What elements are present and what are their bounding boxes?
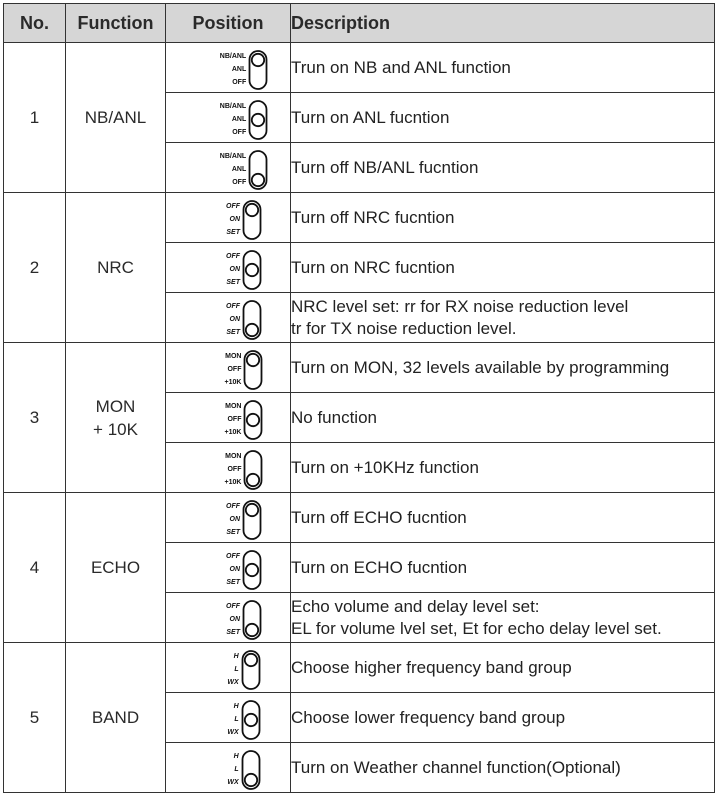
switch-knob: [246, 264, 258, 276]
switch-label: NB/ANL: [219, 153, 247, 161]
switch-diagram: [226, 550, 262, 590]
switch-knob: [246, 624, 258, 636]
switch-position: [166, 543, 291, 593]
switch-position: [166, 693, 291, 743]
switch-labels: [225, 400, 242, 439]
description-line: Choose lower frequency band group: [291, 707, 566, 727]
switch-position: [166, 493, 291, 543]
switch-position: [166, 743, 291, 793]
switch-label: ON: [229, 216, 240, 224]
function-name: [66, 193, 166, 343]
description-line: Turn on MON, 32 levels available by programming: [291, 357, 670, 377]
description: [291, 243, 715, 293]
description-line: Trun on NB and ANL function: [291, 57, 511, 77]
switch-label: L: [234, 766, 239, 774]
slide-switch-icon: [242, 300, 262, 340]
switch-diagram: [227, 750, 260, 790]
switch-knob: [247, 414, 259, 426]
switch-label: ON: [229, 316, 240, 324]
description: [291, 493, 715, 543]
description: [291, 193, 715, 243]
switch-knob: [244, 774, 256, 786]
slide-switch-icon: [243, 450, 263, 490]
description: [291, 743, 715, 793]
switch-labels: [226, 550, 240, 589]
header-function: Function: [66, 4, 166, 43]
switch-label: SET: [226, 279, 240, 287]
switch-labels: [220, 100, 246, 139]
row-number: 4: [4, 493, 66, 643]
switch-labels: [227, 750, 238, 789]
description-line: Turn off NB/ANL fucntion: [291, 157, 479, 177]
function-name: [66, 493, 166, 643]
switch-label: OFF: [227, 366, 242, 374]
switch-label: OFF: [227, 466, 242, 474]
slide-switch-icon: [243, 400, 263, 440]
switch-diagram: [225, 450, 264, 490]
switch-labels: [226, 300, 240, 339]
description: [291, 93, 715, 143]
slide-switch-icon: [248, 50, 268, 90]
switch-labels: [225, 350, 242, 389]
switch-position: [166, 293, 291, 343]
switch-diagram: [226, 250, 262, 290]
function-name-line: BAND: [91, 708, 140, 727]
switch-label: +10K: [224, 379, 242, 387]
switch-knob: [244, 714, 256, 726]
header-no: No.: [4, 4, 66, 43]
switch-diagram: [227, 700, 260, 740]
function-name-line: NB/ANL: [84, 108, 147, 127]
switch-position: [166, 343, 291, 393]
description: [291, 443, 715, 493]
description-line: Choose higher frequency band group: [291, 657, 572, 677]
switch-knob: [246, 204, 258, 216]
table-row: [4, 343, 715, 393]
switch-knob: [244, 654, 256, 666]
switch-position: [166, 143, 291, 193]
switch-label: ON: [229, 516, 240, 524]
switch-label: NB/ANL: [219, 103, 247, 111]
switch-knob: [252, 114, 264, 126]
switch-knob: [247, 354, 259, 366]
switch-knob: [252, 174, 264, 186]
description-line: EL for volume lvel set, Et for echo delay level set.: [291, 618, 662, 638]
slide-switch-icon: [242, 550, 262, 590]
description: [291, 543, 715, 593]
switch-knob: [247, 474, 259, 486]
table-row: [4, 643, 715, 693]
switch-labels: [220, 50, 246, 89]
switch-label: OFF: [226, 503, 240, 511]
switch-label: H: [233, 653, 239, 661]
description: [291, 593, 715, 643]
slide-switch-icon: [242, 250, 262, 290]
description: [291, 393, 715, 443]
switch-labels: [227, 650, 238, 689]
switch-label: L: [234, 666, 239, 674]
switch-diagram: [226, 600, 262, 640]
description-line: Turn on Weather channel function(Optional): [291, 757, 621, 777]
table-body: [4, 43, 715, 793]
switch-labels: [220, 150, 246, 189]
switch-label: ON: [229, 566, 240, 574]
function-name-line: MON: [95, 396, 136, 416]
description-line: NRC level set: rr for RX noise reduction level: [291, 296, 629, 316]
switch-label: WX: [227, 779, 239, 787]
switch-label: ANL: [231, 166, 247, 174]
slide-switch-icon: [241, 750, 261, 790]
switch-position: [166, 243, 291, 293]
switch-label: SET: [226, 529, 240, 537]
switch-label: SET: [226, 229, 240, 237]
row-number: 1: [4, 43, 66, 193]
switch-label: WX: [227, 679, 239, 687]
switch-diagram: [226, 300, 262, 340]
function-name-line: NRC: [97, 258, 134, 277]
switch-label: L: [234, 716, 239, 724]
switch-labels: [226, 200, 240, 239]
switch-labels: [225, 450, 242, 489]
slide-switch-icon: [248, 100, 268, 140]
switch-diagram: [220, 50, 268, 90]
description-line: Echo volume and delay level set:: [291, 596, 540, 616]
switch-knob: [252, 54, 264, 66]
description-line: No function: [291, 407, 377, 427]
description: [291, 643, 715, 693]
description-line: Turn on +10KHz function: [291, 457, 479, 477]
slide-switch-icon: [248, 150, 268, 190]
switch-knob: [246, 324, 258, 336]
switch-diagram: [225, 350, 264, 390]
row-number: 3: [4, 343, 66, 493]
description: [291, 693, 715, 743]
switch-label: MON: [225, 353, 242, 361]
switch-diagram: [226, 500, 262, 540]
switch-label: OFF: [226, 253, 240, 261]
switch-label: OFF: [232, 129, 247, 137]
description-line: Turn on ANL fucntion: [291, 107, 450, 127]
description: [291, 143, 715, 193]
slide-switch-icon: [242, 200, 262, 240]
switch-label: ON: [229, 616, 240, 624]
switch-label: ON: [229, 266, 240, 274]
slide-switch-icon: [243, 350, 263, 390]
switch-label: ANL: [231, 116, 247, 124]
switch-position: [166, 93, 291, 143]
switch-knob: [246, 504, 258, 516]
switch-label: H: [233, 703, 239, 711]
switch-label: NB/ANL: [219, 53, 247, 61]
switch-position: [166, 443, 291, 493]
header-description: Description: [291, 4, 715, 43]
slide-switch-icon: [242, 500, 262, 540]
switch-label: OFF: [226, 303, 240, 311]
switch-position: [166, 43, 291, 93]
table-row: [4, 493, 715, 543]
header-position: Position: [166, 4, 291, 43]
switch-label: MON: [225, 453, 242, 461]
switch-label: OFF: [226, 553, 240, 561]
function-name-line: + 10K: [93, 419, 138, 439]
switch-label: SET: [226, 329, 240, 337]
function-name: [66, 343, 166, 493]
switch-label: +10K: [224, 429, 242, 437]
description-line: tr for TX noise reduction level.: [291, 318, 517, 338]
switch-diagram: [220, 150, 268, 190]
switch-label: OFF: [232, 179, 247, 187]
switch-label: OFF: [226, 603, 240, 611]
switch-position: [166, 393, 291, 443]
switch-labels: [227, 700, 238, 739]
switch-knob: [246, 564, 258, 576]
description: [291, 343, 715, 393]
switch-label: SET: [226, 629, 240, 637]
slide-switch-icon: [242, 600, 262, 640]
switch-label: H: [233, 753, 239, 761]
switch-label: OFF: [232, 79, 247, 87]
switch-label: SET: [226, 579, 240, 587]
row-number: 5: [4, 643, 66, 793]
switch-diagram: [225, 400, 264, 440]
switch-label: ANL: [231, 66, 247, 74]
function-table: [3, 3, 715, 793]
description-line: Turn on ECHO fucntion: [291, 557, 468, 577]
slide-switch-icon: [241, 650, 261, 690]
switch-position: [166, 643, 291, 693]
switch-label: MON: [225, 403, 242, 411]
switch-label: OFF: [227, 416, 242, 424]
function-name: [66, 43, 166, 193]
switch-diagram: [220, 100, 268, 140]
description: [291, 43, 715, 93]
switch-labels: [226, 500, 240, 539]
description-line: Turn off NRC fucntion: [291, 207, 455, 227]
switch-position: [166, 193, 291, 243]
switch-labels: [226, 250, 240, 289]
table-row: [4, 193, 715, 243]
description: [291, 293, 715, 343]
switch-position: [166, 593, 291, 643]
row-number: 2: [4, 193, 66, 343]
description-line: Turn off ECHO fucntion: [291, 507, 467, 527]
switch-diagram: [226, 200, 262, 240]
switch-diagram: [227, 650, 260, 690]
switch-label: OFF: [226, 203, 240, 211]
slide-switch-icon: [241, 700, 261, 740]
switch-label: WX: [227, 729, 239, 737]
function-name-line: ECHO: [90, 558, 141, 577]
switch-label: +10K: [224, 479, 242, 487]
header-row: [4, 4, 715, 43]
switch-labels: [226, 600, 240, 639]
function-name: [66, 643, 166, 793]
description-line: Turn on NRC fucntion: [291, 257, 455, 277]
table-row: [4, 43, 715, 93]
